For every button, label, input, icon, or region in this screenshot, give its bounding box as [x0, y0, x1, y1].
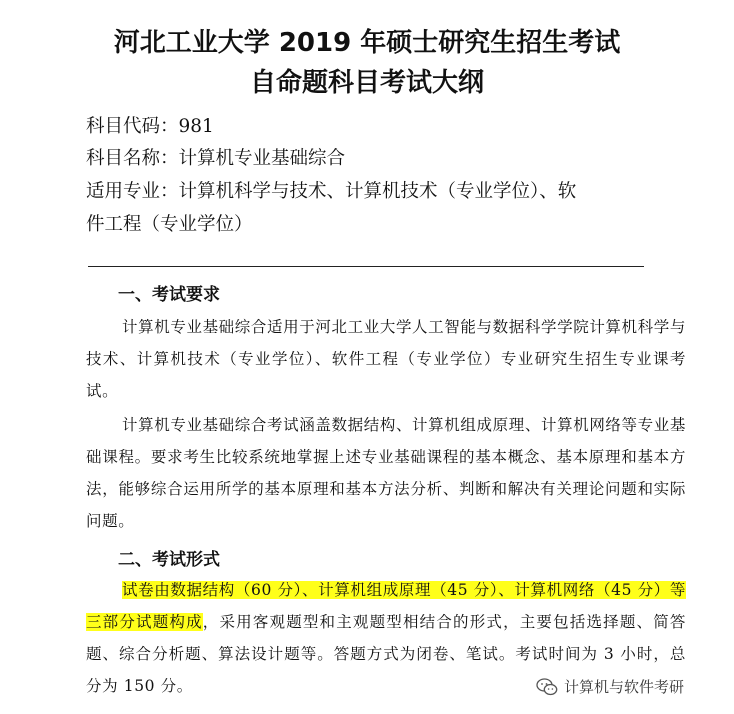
applicable-major-line1: 适用专业：计算机科学与技术、计算机技术（专业学位）、软: [86, 181, 577, 202]
section-heading-format: 二、考试形式: [118, 550, 220, 570]
subject-name: 科目名称：计算机专业基础综合: [86, 148, 346, 169]
requirements-paragraph-2: 计算机专业基础综合考试涵盖数据结构、计算机组成原理、计算机网络等专业基础课程。要求考生比较系统地掌握上述专业基础课程的基本概念、基本原理和基本方法，能够综合运用所学的基本原理和基本方法分析、判断和解决有关理论问题和实际问题。: [86, 416, 686, 530]
highlighted-text: 试卷由数据结构（60 分）、计算机组成原理（45 分）、计算机网络（45 分）等三部分试题构成: [86, 581, 686, 631]
applicable-major-line2: 件工程（专业学位）: [86, 214, 253, 235]
wechat-icon: [536, 678, 558, 696]
section-heading-requirements: 一、考试要求: [118, 285, 220, 305]
document-title-line1: 河北工业大学 2019 年硕士研究生招生考试: [113, 28, 621, 58]
subject-code: 科目代码：981: [86, 116, 214, 137]
horizontal-rule: [88, 266, 644, 267]
watermark: [536, 676, 684, 697]
document-title-line2: 自命题科目考试大纲: [249, 68, 484, 98]
format-paragraph-rest: ，采用客观题型和主观题型相结合的形式，主要包括选择题、简答题、综合分析题、算法设计题等。答题方式为闭卷、笔试。考试时间为 3 小时，总分为 150 分。: [86, 613, 686, 695]
watermark-text: 计算机与软件考研: [564, 678, 685, 696]
requirements-paragraph-1: 计算机专业基础综合适用于河北工业大学人工智能与数据科学学院计算机科学与技术、计算机技术（专业学位）、软件工程（专业学位）专业研究生招生专业课考试。: [86, 318, 686, 400]
